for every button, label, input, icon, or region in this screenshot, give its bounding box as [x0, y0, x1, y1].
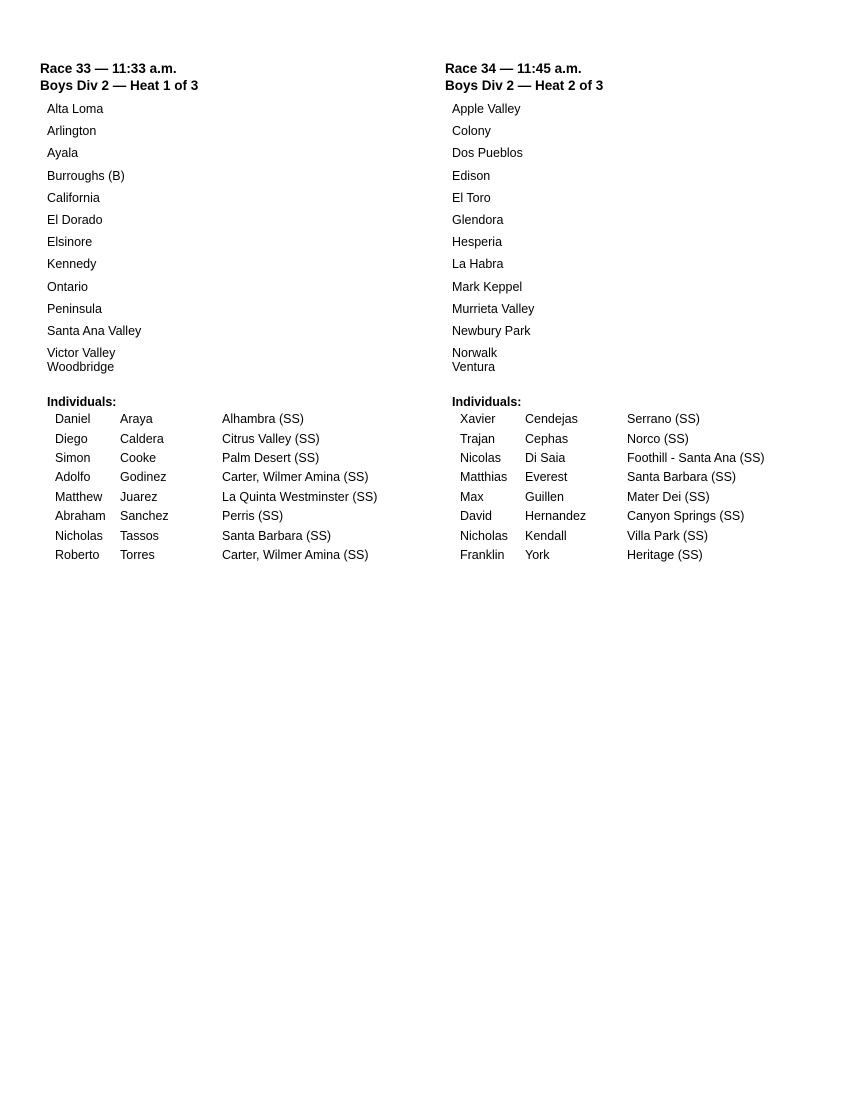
- team-item: Burroughs (B): [47, 168, 125, 183]
- team-item: Kennedy: [47, 257, 97, 272]
- team-item: Apple Valley: [452, 102, 521, 116]
- last-name: Di Saia: [525, 451, 566, 466]
- table-row: [460, 410, 765, 429]
- school-name: Villa Park (SS): [627, 528, 709, 543]
- table-row: [460, 488, 765, 507]
- first-name: Nicolas: [460, 451, 501, 466]
- first-name: Simon: [55, 451, 91, 466]
- race-subtitle: Boys Div 2 — Heat 1 of 3: [40, 78, 199, 93]
- team-item: Woodbridge: [47, 360, 115, 375]
- first-name: Max: [460, 489, 484, 504]
- last-name: Cendejas: [525, 412, 578, 427]
- first-name: Xavier: [460, 412, 496, 427]
- school-name: Alhambra (SS): [222, 412, 304, 427]
- last-name: Everest: [525, 470, 568, 485]
- first-name: Abraham: [55, 509, 106, 524]
- table-row: [460, 546, 765, 565]
- team-item: Newbury Park: [452, 323, 531, 338]
- team-item: Norwalk: [452, 346, 498, 361]
- first-name: Matthias: [460, 470, 508, 485]
- team-item: Ventura: [452, 360, 496, 375]
- school-name: Carter, Wilmer Amina (SS): [222, 470, 369, 485]
- last-name: Araya: [120, 412, 153, 427]
- team-item: Arlington: [47, 124, 97, 139]
- team-item: Edison: [452, 168, 491, 183]
- school-name: Santa Barbara (SS): [222, 528, 332, 543]
- team-item: Glendora: [452, 212, 504, 227]
- last-name: Juarez: [120, 489, 158, 504]
- school-name: Foothill - Santa Ana (SS): [627, 451, 765, 466]
- last-name: York: [525, 548, 550, 563]
- school-name: Carter, Wilmer Amina (SS): [222, 548, 369, 563]
- school-name: Canyon Springs (SS): [627, 509, 745, 524]
- individuals-heading: Individuals:: [47, 395, 117, 410]
- table-row: [460, 430, 765, 449]
- first-name: Franklin: [460, 548, 505, 563]
- individuals-heading: Individuals:: [452, 395, 522, 410]
- last-name: Godinez: [120, 470, 167, 485]
- table-row: [55, 449, 377, 468]
- last-name: Tassos: [120, 528, 159, 543]
- team-list: [452, 98, 845, 376]
- table-row: [55, 488, 377, 507]
- race-title: Race 33 — 11:33 a.m.: [40, 61, 177, 76]
- last-name: Sanchez: [120, 509, 169, 524]
- race-title: Race 34 — 11:45 a.m.: [445, 61, 582, 76]
- last-name: Kendall: [525, 528, 567, 543]
- individuals-table: [55, 410, 377, 565]
- team-item: Santa Ana Valley: [47, 323, 142, 338]
- team-item: Ayala: [47, 146, 79, 161]
- team-item: Elsinore: [47, 235, 93, 250]
- school-name: Norco (SS): [627, 431, 689, 446]
- last-name: Hernandez: [525, 509, 587, 524]
- school-name: Heritage (SS): [627, 548, 703, 563]
- first-name: Diego: [55, 431, 88, 446]
- school-name: Perris (SS): [222, 509, 284, 524]
- team-item: Mark Keppel: [452, 279, 523, 294]
- team-item: Ontario: [47, 279, 88, 294]
- first-name: Adolfo: [55, 470, 91, 485]
- table-row: [55, 468, 377, 487]
- last-name: Caldera: [120, 431, 164, 446]
- table-row: [460, 527, 765, 546]
- first-name: Roberto: [55, 548, 100, 563]
- team-item: El Toro: [452, 190, 491, 205]
- school-name: Serrano (SS): [627, 412, 700, 427]
- school-name: Palm Desert (SS): [222, 451, 320, 466]
- table-row: [55, 546, 377, 565]
- last-name: Guillen: [525, 489, 564, 504]
- first-name: Daniel: [55, 412, 91, 427]
- first-name: Nicholas: [55, 528, 103, 543]
- first-name: Trajan: [460, 431, 495, 446]
- table-row: [460, 507, 765, 526]
- team-item: Dos Pueblos: [452, 146, 523, 161]
- table-row: [55, 410, 377, 429]
- individuals-table: [460, 410, 765, 565]
- team-item: Murrieta Valley: [452, 301, 535, 316]
- first-name: Nicholas: [460, 528, 508, 543]
- race-subtitle: Boys Div 2 — Heat 2 of 3: [445, 78, 604, 93]
- table-row: [55, 507, 377, 526]
- school-name: Santa Barbara (SS): [627, 470, 737, 485]
- school-name: Citrus Valley (SS): [222, 431, 320, 446]
- school-name: Mater Dei (SS): [627, 489, 710, 504]
- last-name: Torres: [120, 548, 155, 563]
- race-34-section: [445, 60, 845, 566]
- team-item: California: [47, 190, 100, 205]
- team-item: El Dorado: [47, 212, 103, 227]
- team-item: Peninsula: [47, 301, 102, 316]
- table-row: [460, 468, 765, 487]
- first-name: David: [460, 509, 492, 524]
- race-33-section: [40, 60, 440, 566]
- school-name: La Quinta Westminster (SS): [222, 489, 378, 504]
- table-row: [460, 449, 765, 468]
- team-item: La Habra: [452, 257, 504, 272]
- last-name: Cephas: [525, 431, 569, 446]
- team-item: Alta Loma: [47, 102, 104, 116]
- team-list: [47, 98, 440, 376]
- team-item: Colony: [452, 124, 491, 139]
- table-row: [55, 527, 377, 546]
- table-row: [55, 430, 377, 449]
- team-item: Victor Valley: [47, 346, 116, 361]
- first-name: Matthew: [55, 489, 103, 504]
- last-name: Cooke: [120, 451, 157, 466]
- team-item: Hesperia: [452, 235, 503, 250]
